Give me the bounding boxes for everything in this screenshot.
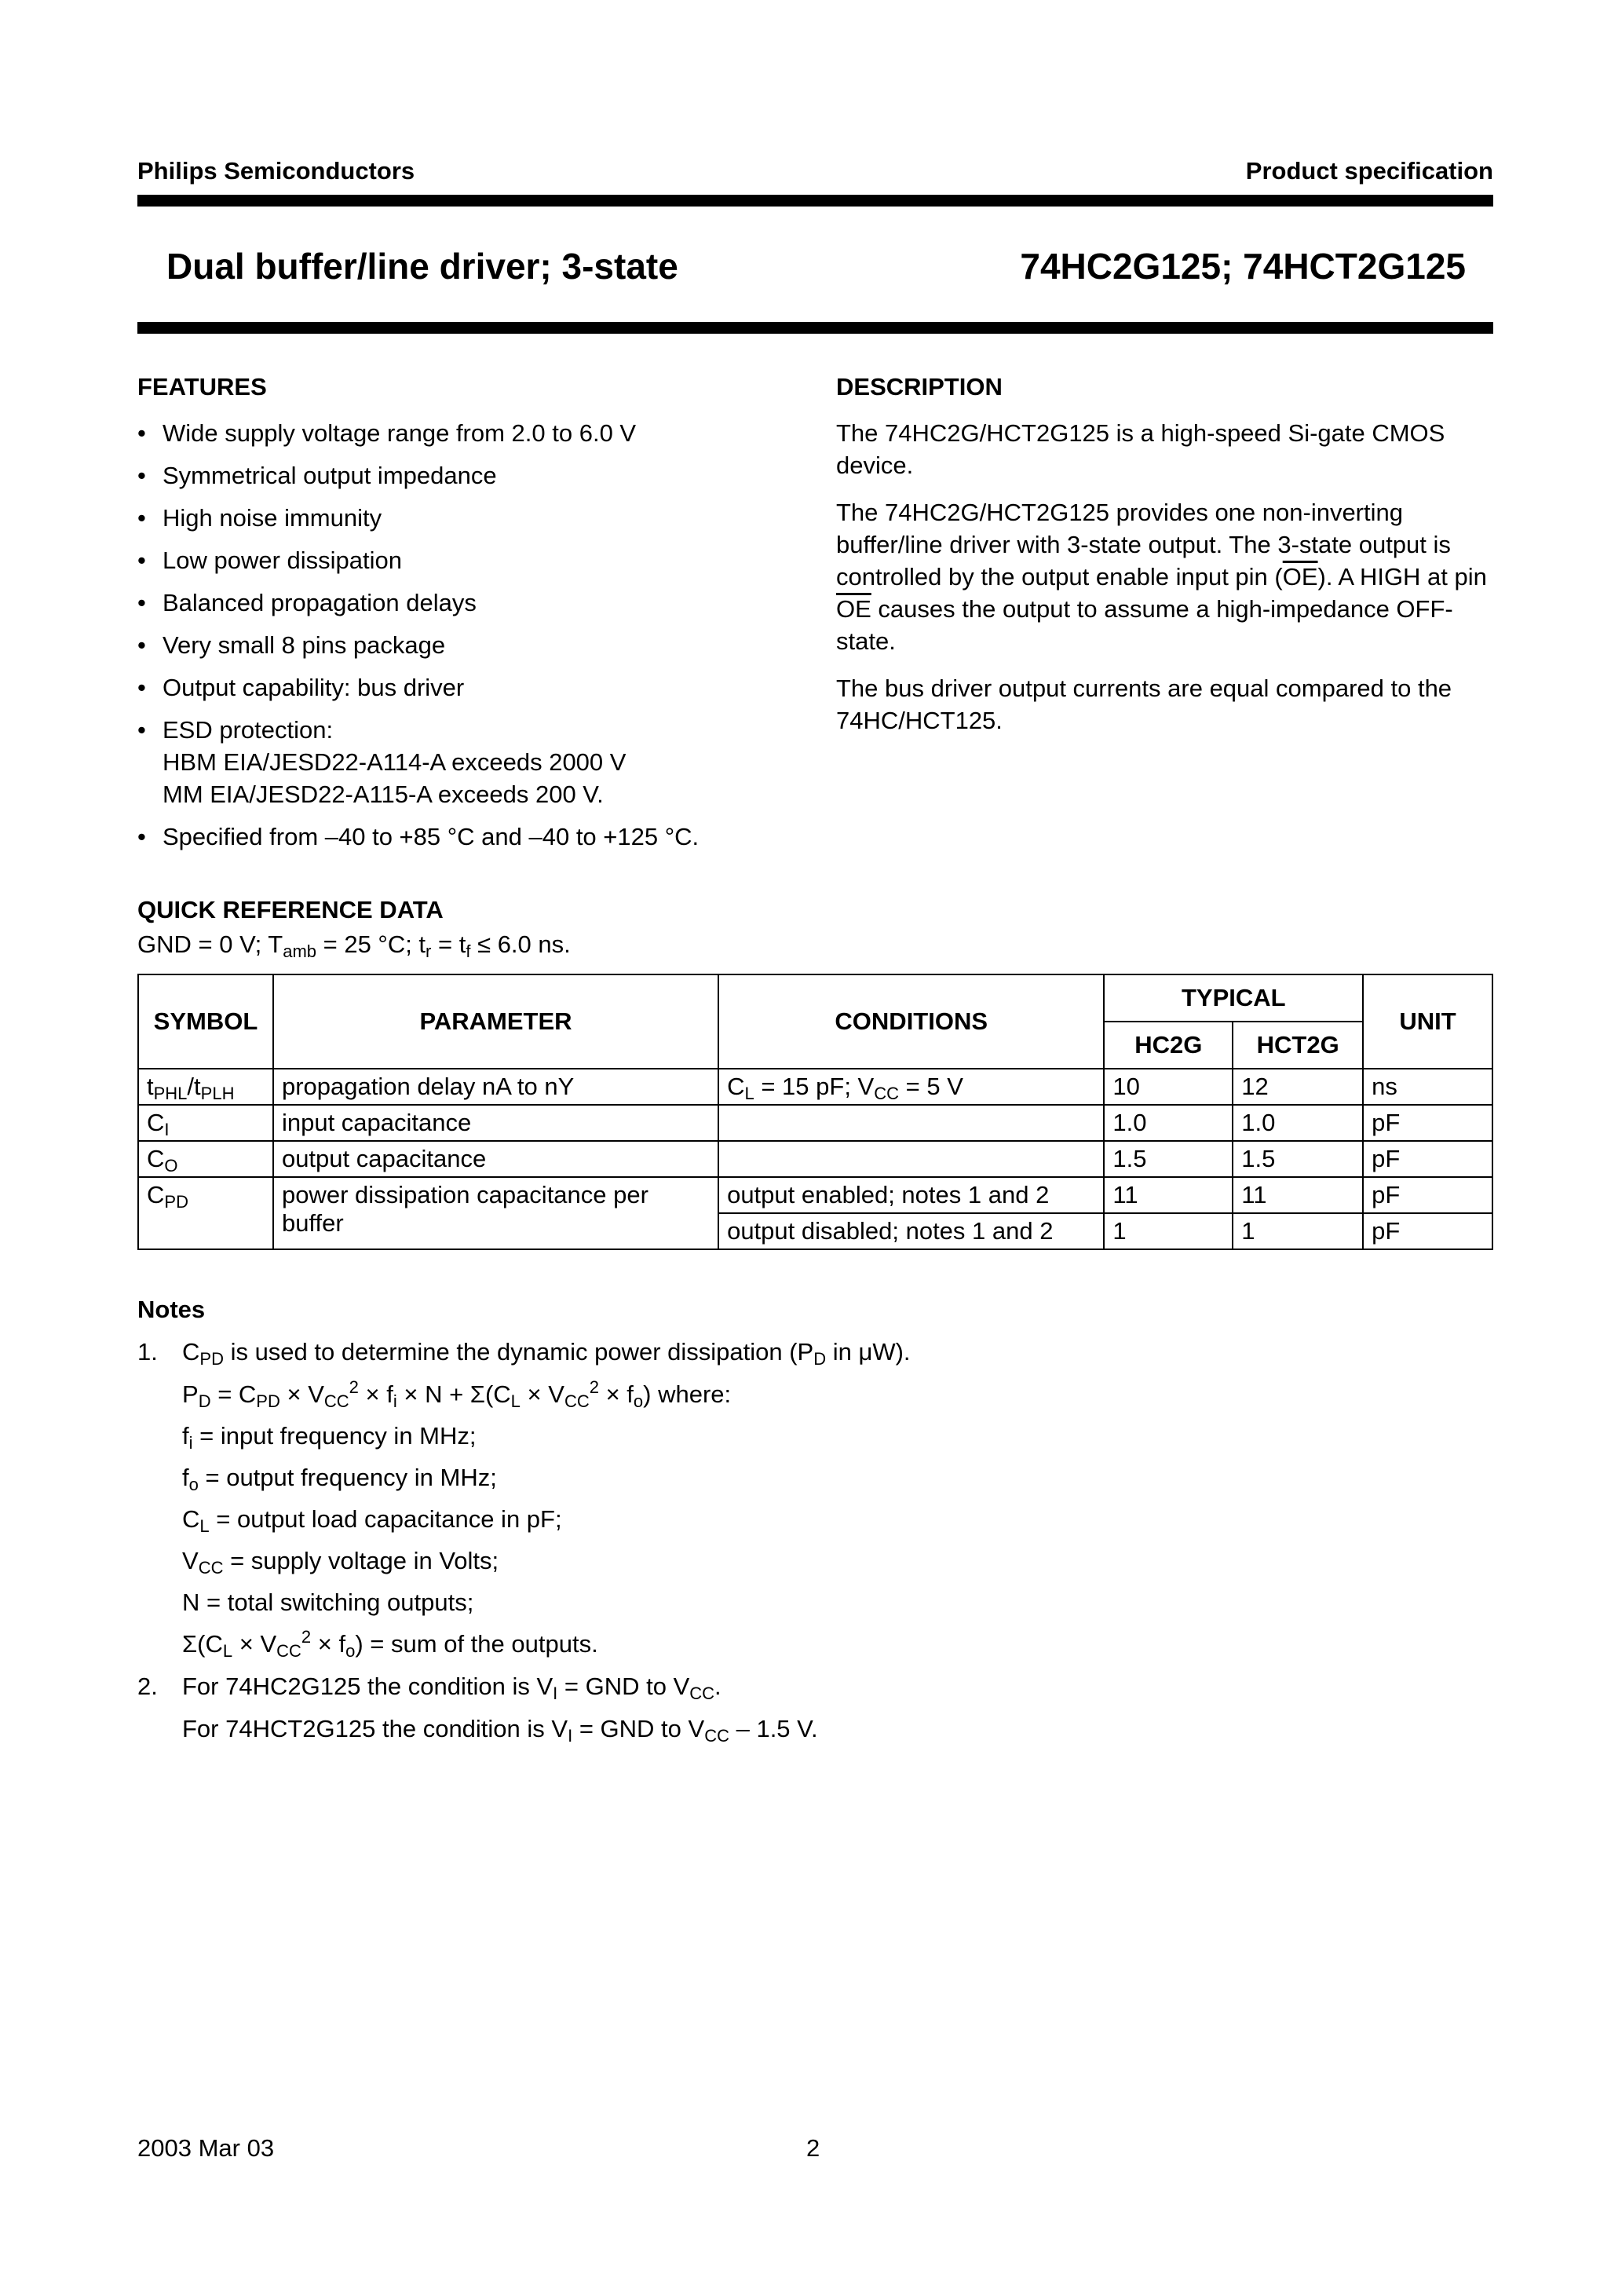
cell-symbol: $C_{PD}$ (138, 1177, 273, 1249)
description-p2: The 74HC2G/HCT2G125 provides one non-inverting buffer/line driver with 3-state output. The 3-state output is controlled by the output enable input pin $(\overline{OE})$. A HIGH at pin $\overline{OE}$ causes the output to assume a high-impedance OFF-state. (836, 499, 1487, 655)
feature-item: • Output capability: bus driver (137, 674, 465, 701)
cell-parameter: power dissipation capacitance per buffer (273, 1177, 718, 1249)
cell-symbol: $t_{PHL}/t_{PLH}$ (138, 1069, 273, 1105)
cell-hct2g: 11 (1233, 1177, 1363, 1213)
description-p1: The 74HC2G/HCT2G125 is a high-speed Si-gate CMOS device. (836, 419, 1445, 479)
cell-parameter: input capacitance (273, 1105, 718, 1141)
description-heading: DESCRIPTION (836, 373, 1003, 400)
title-rule (137, 322, 1493, 334)
col-header-conditions: CONDITIONS (718, 974, 1104, 1069)
feature-item-temp: • Specified from –40 to +85 °C and –40 to +125 °C. (137, 823, 700, 850)
feature-item: • Symmetrical output impedance (137, 462, 497, 489)
feature-item: • Very small 8 pins package (137, 631, 446, 659)
header-rule (137, 195, 1493, 207)
quick-reference-table (137, 974, 1493, 1250)
company-name: Philips Semiconductors (137, 157, 415, 185)
note-1-text: $C_{PD}$ is used to determine the dynamic power dissipation ($P_D$ in μW). (182, 1338, 911, 1369)
cell-unit: pF (1363, 1177, 1492, 1213)
features-list (137, 417, 828, 863)
note-2-hct: For 74HCT2G125 the condition is $V_I$ = GND to $V_{CC} - 1.5$ V. (182, 1715, 818, 1746)
document-type: Product specification (1245, 157, 1493, 185)
cell-hc2g: 11 (1104, 1177, 1233, 1213)
cell-conditions: $C_L = 15$ pF; $V_{CC} = 5$ V (718, 1069, 1104, 1105)
cell-parameter: propagation delay nA to nY (273, 1069, 718, 1105)
col-header-unit: UNIT (1363, 974, 1492, 1069)
description-p3: The bus driver output currents are equal compared to the 74HC/HCT125. (836, 675, 1452, 734)
note-2-number: 2. (137, 1673, 158, 1700)
col-header-hc2g: HC2G (1104, 1022, 1233, 1069)
cell-conditions (718, 1105, 1104, 1141)
notes-heading: Notes (137, 1296, 206, 1323)
cell-hc2g: 1.5 (1104, 1141, 1233, 1177)
col-header-parameter: PARAMETER (273, 974, 718, 1069)
col-header-hct2g: HCT2G (1233, 1022, 1363, 1069)
note-1-fi: $f_i$ = input frequency in MHz; (182, 1422, 477, 1453)
cell-unit: pF (1363, 1105, 1492, 1141)
description-body (836, 417, 1503, 751)
table-row (138, 1177, 1492, 1213)
cell-conditions: output disabled; notes 1 and 2 (718, 1213, 1104, 1249)
feature-item: • Low power dissipation (137, 547, 403, 574)
cell-unit: ns (1363, 1069, 1492, 1105)
cell-symbol: $C_O$ (138, 1141, 273, 1177)
table-row (138, 1141, 1492, 1177)
page-number: 2 (806, 2134, 820, 2162)
cell-parameter: output capacitance (273, 1141, 718, 1177)
cell-unit: pF (1363, 1141, 1492, 1177)
note-1-vcc: $V_{CC}$ = supply voltage in Volts; (182, 1547, 499, 1578)
qrd-conditions: GND = 0 V; $T_{amb} = 25$ °C; $t_r = t_f \le 6.0$ ns. (137, 930, 571, 961)
table-row (138, 1105, 1492, 1141)
footer-date: 2003 Mar 03 (137, 2134, 275, 2162)
note-1-cl: $C_L$ = output load capacitance in pF; (182, 1505, 562, 1536)
cell-conditions (718, 1141, 1104, 1177)
note-1-fo: $f_o$ = output frequency in MHz; (182, 1464, 497, 1494)
feature-item: • Balanced propagation delays (137, 589, 477, 616)
qrd-heading: QUICK REFERENCE DATA (137, 896, 444, 923)
cell-hc2g: 1 (1104, 1213, 1233, 1249)
note-1-n: N = total switching outputs; (182, 1589, 474, 1616)
feature-item: • Wide supply voltage range from 2.0 to 6.0 V (137, 419, 637, 447)
col-header-typical: TYPICAL (1104, 974, 1363, 1022)
page-title: Dual buffer/line driver; 3-state (166, 246, 678, 287)
cell-symbol: $C_I$ (138, 1105, 273, 1141)
table-row (138, 1069, 1492, 1105)
note-1-sum: $\Sigma(C_L \times V_{CC}^2 \times f_o)$ = sum of the outputs. (182, 1627, 598, 1661)
cell-hc2g: 1.0 (1104, 1105, 1233, 1141)
note-2-hc: For 74HC2G125 the condition is $V_I$ = GND to $V_{CC}$. (182, 1673, 721, 1703)
features-heading: FEATURES (137, 373, 267, 400)
cell-hct2g: 1 (1233, 1213, 1363, 1249)
cell-hc2g: 10 (1104, 1069, 1233, 1105)
cell-unit: pF (1363, 1213, 1492, 1249)
feature-item-esd: • ESD protection: HBM EIA/JESD22-A114-A exceeds 2000 V MM EIA/JESD22-A115-A exceeds 200 V. (137, 716, 627, 808)
part-numbers: 74HC2G125; 74HCT2G125 (1020, 246, 1466, 287)
note-1-number: 1. (137, 1338, 158, 1366)
col-header-symbol: SYMBOL (138, 974, 273, 1069)
feature-item: • High noise immunity (137, 504, 382, 532)
cell-hct2g: 12 (1233, 1069, 1363, 1105)
cell-hct2g: 1.0 (1233, 1105, 1363, 1141)
note-1-equation: $P_D = C_{PD} \times V_{CC}^2 \times f_i \times N + \Sigma(C_L \times V_{CC}^2 \times f_o)$ where: (182, 1377, 732, 1411)
cell-hct2g: 1.5 (1233, 1141, 1363, 1177)
cell-conditions: output enabled; notes 1 and 2 (718, 1177, 1104, 1213)
